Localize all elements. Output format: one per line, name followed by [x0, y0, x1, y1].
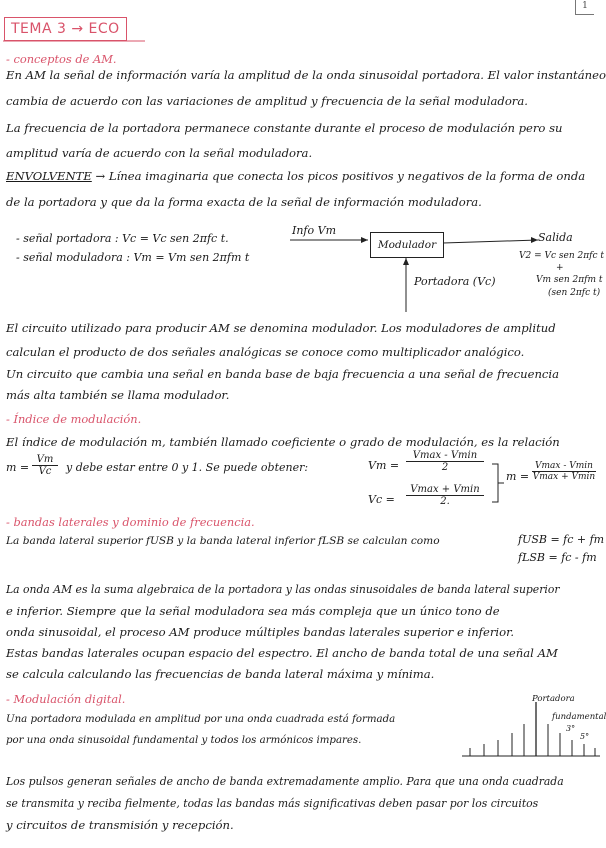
signal-portadora: - señal portadora : Vc = Vc sen 2πfc t. — [16, 232, 229, 245]
carrier-arrowhead — [403, 258, 409, 265]
vm-lhs: Vm = — [368, 459, 400, 472]
indice-m-symbol: m = — [6, 461, 30, 474]
onda-line-2: e inferior. Siempre que la señal moduladora sea más compleja que un único tono de — [6, 604, 500, 618]
concepts-heading: - conceptos de AM. — [6, 52, 117, 66]
diagram-output-formula-2: Vm sen 2πfm t — [536, 275, 603, 285]
m-denominator: Vmax + Vmin — [532, 472, 596, 482]
spectrum-carrier-label: Portadora — [532, 694, 575, 704]
bandas-line-1: La banda lateral superior fUSB y la banda lateral inferior fLSB se calculan como — [6, 535, 440, 547]
output-arrowhead — [531, 237, 538, 243]
vc-numerator: Vmax + Vmin — [406, 484, 484, 496]
flsb-formula: fLSB = fc - fm — [518, 551, 597, 564]
m-numerator: Vmax - Vmin — [532, 461, 596, 472]
circuit-line-3: Un circuito que cambia una señal en banda base de baja frecuencia a una señal de frecuencia — [6, 367, 560, 381]
pulsos-line-2: se transmita y reciba fielmente, todas las bandas más significativas deben pasar por los circuitos — [6, 797, 539, 810]
onda-line-4: Estas bandas laterales ocupan espacio del espectro. El ancho de banda total de una señal AM — [6, 646, 558, 660]
vm-numerator: Vmax - Vmin — [406, 450, 484, 462]
pulsos-line-3: y circuitos de transmisión y recepción. — [6, 818, 234, 832]
concepts-line-3: La frecuencia de la portadora permanece constante durante el proceso de modulación pero su — [6, 121, 563, 135]
diagram-output-formula-3: (sen 2πfc t) — [548, 288, 601, 298]
concepts-line-4: amplitud varía de acuerdo con la señal moduladora. — [6, 146, 313, 160]
envolvente-definition: → Línea imaginaria que conecta los picos positivos y negativos de la forma de onda — [95, 169, 586, 183]
bandas-heading: - bandas laterales y dominio de frecuencia. — [6, 515, 255, 529]
circuit-line-2: calculan el producto de dos señales analógicas se conoce como multiplicador analógico. — [6, 345, 525, 359]
modulator-block: Modulador — [370, 232, 444, 258]
onda-line-1: La onda AM es la suma algebraica de la portadora y las ondas sinusoidales de banda lateral superior — [6, 583, 560, 596]
envolvente-line-2: de la portadora y que da la forma exacta de la señal de información moduladora. — [6, 195, 482, 209]
concepts-line-2: cambia de acuerdo con las variaciones de amplitud y frecuencia de la señal moduladora. — [6, 94, 528, 108]
onda-line-5: se calcula calculando las frecuencias de banda lateral máxima y mínima. — [6, 667, 435, 681]
spectrum-h3-label: 3° — [566, 724, 576, 733]
diagram-input-label: Info Vm — [292, 224, 336, 237]
spectrum-h5-label: 5° — [580, 732, 590, 741]
spectrum-fundamental-label: fundamental — [552, 712, 606, 722]
diagram-output-label: Salida — [538, 231, 573, 244]
m-lhs: m = — [506, 470, 530, 483]
input-arrowhead — [361, 237, 368, 243]
diagram-carrier-label: Portadora (Vc) — [414, 275, 496, 288]
ratio-numerator: Vm — [32, 454, 58, 466]
diagram-output-plus: + — [556, 263, 564, 273]
page-title: TEMA 3 → ECO — [4, 17, 127, 41]
indice-line-1: El índice de modulación m, también llamado coeficiente o grado de modulación, es la relación — [6, 435, 560, 449]
indice-heading: - Índice de modulación. — [6, 412, 142, 426]
m-bracket — [492, 464, 504, 502]
circuit-line-4: más alta también se llama modulador. — [6, 388, 230, 402]
digital-line-1: Una portadora modulada en amplitud por una onda cuadrada está formada — [6, 714, 396, 725]
concepts-line-1: En AM la señal de información varía la amplitud de la onda sinusoidal portadora. El valor instantáneo — [6, 68, 606, 82]
vc-denominator: 2. — [440, 496, 450, 507]
signal-moduladora: - señal moduladora : Vm = Vm sen 2πfm t — [16, 251, 250, 264]
envolvente-term: ENVOLVENTE — [6, 169, 92, 183]
output-arrow-line — [443, 240, 538, 243]
page-number: 1 — [575, 0, 594, 15]
pulsos-line-1: Los pulsos generan señales de ancho de banda extremadamente amplio. Para que una onda cuadrada — [6, 775, 564, 788]
circuit-line-1: El circuito utilizado para producir AM se denomina modulador. Los moduladores de amplitud — [6, 321, 556, 335]
onda-line-3: onda sinusoidal, el proceso AM produce múltiples bandas laterales superior e inferior. — [6, 625, 515, 639]
digital-line-2: por una onda sinusoidal fundamental y todos los armónicos impares. — [6, 735, 362, 746]
diagram-output-formula-1: V2 = Vc sen 2πfc t — [519, 251, 604, 261]
vc-lhs: Vc = — [368, 493, 395, 506]
digital-heading: - Modulación digital. — [6, 692, 126, 706]
ratio-denominator: Vc — [38, 466, 52, 477]
vm-denominator: 2 — [441, 462, 449, 473]
indice-condition: y debe estar entre 0 y 1. Se puede obtener: — [66, 461, 309, 474]
fusb-formula: fUSB = fc + fm — [518, 533, 605, 546]
